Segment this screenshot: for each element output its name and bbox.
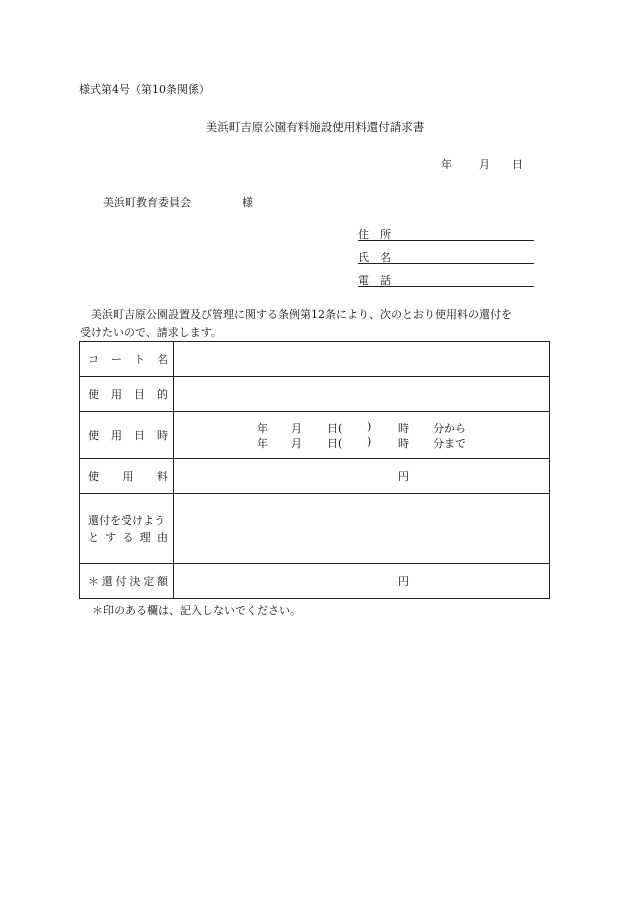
fee-row	[80, 459, 550, 494]
refund-form-table	[79, 341, 550, 599]
purpose-row	[80, 377, 550, 412]
usage-fee-label: 使 用 料	[80, 459, 174, 494]
refund-reason-input[interactable]	[174, 494, 550, 564]
phone-field[interactable]	[358, 272, 534, 287]
refund-decision-input	[174, 564, 550, 599]
court-row	[80, 342, 550, 377]
request-statement	[80, 306, 550, 342]
court-name-label: コ ー ト 名	[80, 342, 174, 377]
recipient-suffix: 様	[242, 196, 253, 209]
date-day-label: 日	[512, 158, 523, 171]
usage-start-line: 年 月 日( ) 時 分から	[257, 420, 466, 435]
address-label: 住所	[358, 228, 402, 241]
date-month-label: 月	[479, 158, 490, 171]
name-field[interactable]	[358, 249, 534, 264]
footnote: ＊印のある欄は、記入しないでください。	[92, 604, 301, 617]
statement-line-2: 受けたいので、請求します。	[80, 326, 222, 339]
refund-decision-label: ＊ 還 付 決 定 額	[80, 564, 174, 599]
date-year-label: 年	[441, 158, 452, 171]
purpose-label: 使 用 目 的	[80, 377, 174, 412]
usage-date-input[interactable]	[174, 412, 550, 459]
form-number: 様式第4号（第10条関係）	[79, 83, 210, 96]
usage-end-line: 年 月 日( ) 時 分まで	[257, 435, 466, 450]
fee-yen-unit: 円	[398, 470, 409, 483]
recipient-name: 美浜町教育委員会	[103, 196, 191, 209]
usage-fee-input[interactable]	[174, 459, 550, 494]
purpose-input[interactable]	[174, 377, 550, 412]
refund-reason-label: 還付を受けよう と す る 理 由	[80, 494, 174, 564]
statement-line-1: 美浜町吉原公園設置及び管理に関する条例第12条により、次のとおり使用料の還付を	[91, 308, 512, 321]
name-label: 氏名	[358, 251, 402, 264]
decision-yen-unit: 円	[398, 575, 409, 588]
court-name-input[interactable]	[174, 342, 550, 377]
decision-row	[80, 564, 550, 599]
phone-label: 電話	[358, 274, 402, 287]
address-field[interactable]	[358, 226, 534, 241]
reason-row	[80, 494, 550, 564]
date-row	[80, 412, 550, 459]
usage-date-label: 使 用 日 時	[80, 412, 174, 459]
document-title: 美浜町吉原公園有料施設使用料還付請求書	[205, 120, 425, 134]
